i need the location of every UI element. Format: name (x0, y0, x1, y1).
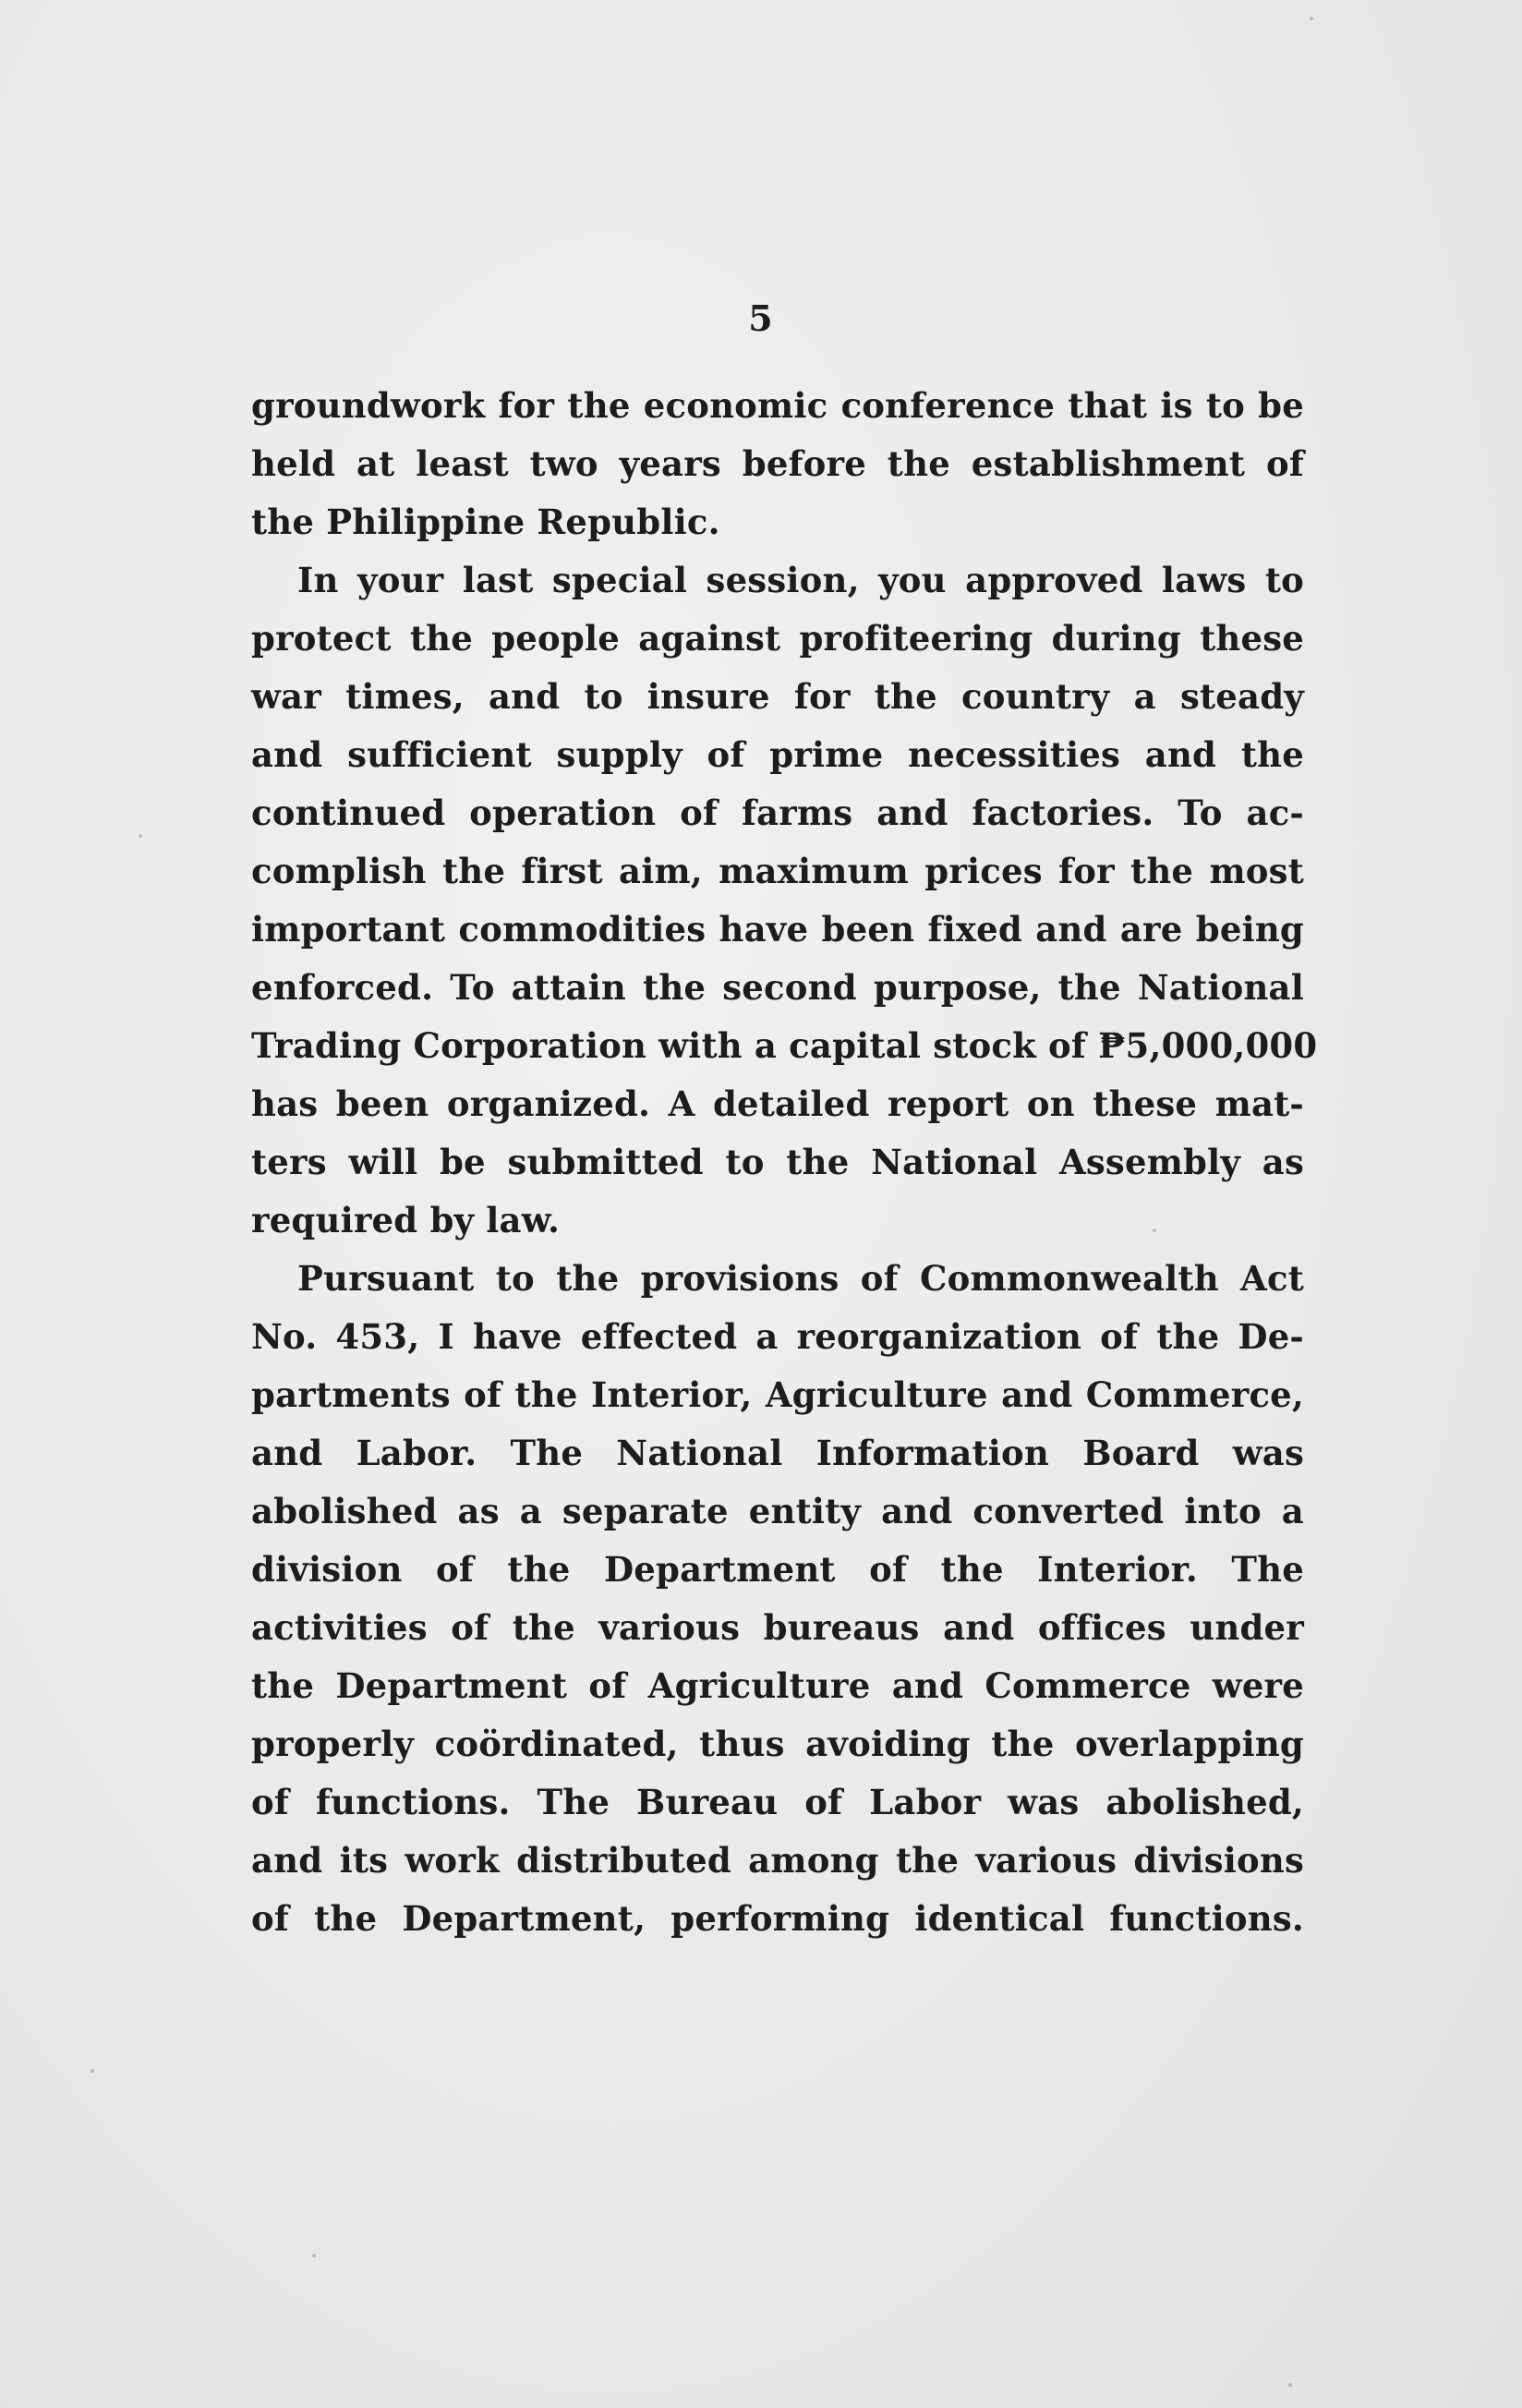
paper-speck (139, 834, 142, 838)
text-line: groundwork for the economic conference that is to be (251, 385, 1304, 426)
paragraph-first-line: Pursuant to the provisions of Commonwealth Act (297, 1258, 1304, 1299)
text-line: the Department of Agriculture and Commerce were (251, 1665, 1304, 1706)
text-line: held at least two years before the establishment of (251, 443, 1304, 484)
text-line: continued operation of farms and factories. To ac- (251, 793, 1304, 833)
text-line: has been organized. A detailed report on these mat- (251, 1083, 1304, 1124)
text-line: important commodities have been fixed and are being (251, 909, 1304, 950)
paragraph-first-line: In your last special session, you approved laws to (297, 560, 1304, 600)
text-line: and Labor. The National Information Board was (251, 1433, 1304, 1473)
text-line: of functions. The Bureau of Labor was abolished, (251, 1782, 1304, 1822)
text-line: and sufficient supply of prime necessities and the (251, 734, 1304, 775)
text-line: and its work distributed among the various divisions (251, 1840, 1304, 1881)
text-line: required by law. (251, 1200, 561, 1240)
paper-speck (1310, 17, 1313, 20)
text-line: activities of the various bureaus and offices under (251, 1607, 1304, 1648)
text-line: No. 453, I have effected a reorganization of the De- (251, 1316, 1304, 1357)
text-line: partments of the Interior, Agriculture and Commerce, (251, 1374, 1304, 1415)
text-line: of the Department, performing identical functions. (251, 1898, 1304, 1939)
text-line: abolished as a separate entity and converted into a (251, 1491, 1304, 1531)
text-line: ters will be submitted to the National Assembly as (251, 1142, 1304, 1182)
text-line: division of the Department of the Interior. The (251, 1549, 1304, 1590)
page-number: 5 (748, 297, 774, 339)
text-line: complish the first aim, maximum prices for the most (251, 851, 1304, 891)
text-line: protect the people against profiteering during these (251, 618, 1304, 659)
paper-speck (312, 2254, 316, 2257)
text-line: properly coördinated, thus avoiding the overlapping (251, 1724, 1304, 1764)
paper-speck (91, 2069, 94, 2073)
paper-speck (1288, 2383, 1292, 2387)
text-line: Trading Corporation with a capital stock of ₱5,000,000 (251, 1025, 1318, 1066)
text-line: the Philippine Republic. (251, 502, 720, 542)
text-line: war times, and to insure for the country a steady (251, 676, 1304, 717)
text-line: enforced. To attain the second purpose, the National (251, 967, 1304, 1008)
body-text (251, 377, 1318, 1948)
